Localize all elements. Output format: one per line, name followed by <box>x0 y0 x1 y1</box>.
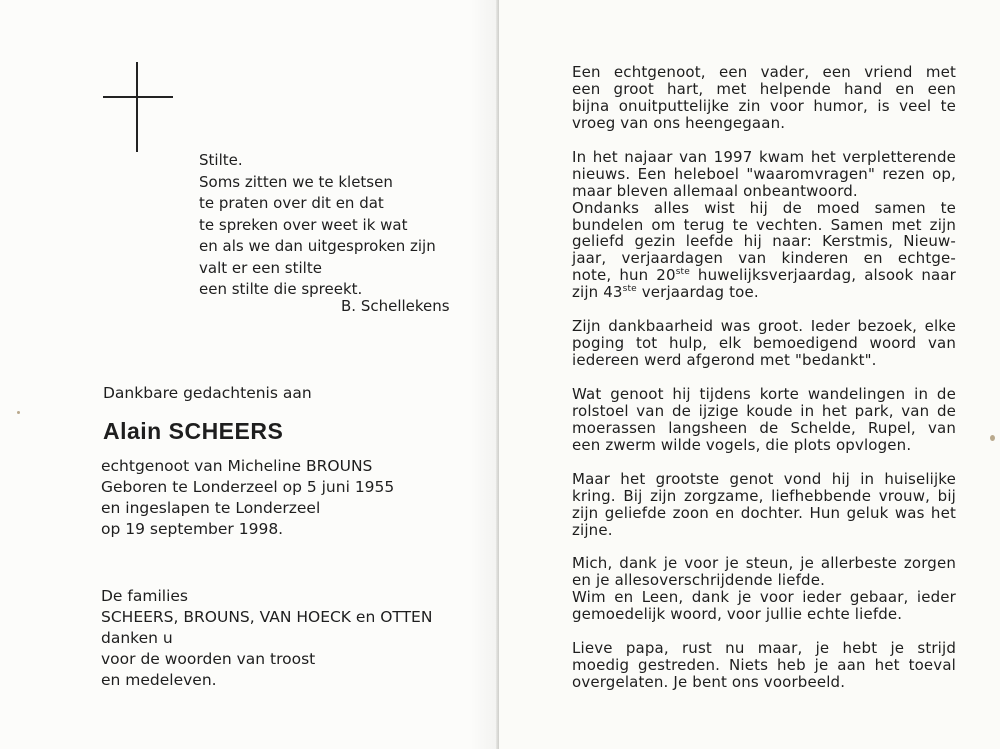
text-line: een zwerm wilde vogels, die plots opvlogen. <box>572 435 912 454</box>
text-line: nieuws. Een heleboel "waaromvragen" rezen op, <box>572 164 956 183</box>
poem-author: B. Schellekens <box>341 297 450 315</box>
thanks-line: danken u <box>101 629 173 647</box>
poem-line: en als we dan uitgesproken zijn <box>199 237 436 255</box>
bio-line: echtgenoot van Micheline BROUNS <box>101 457 373 475</box>
poem <box>199 150 436 301</box>
paragraph-7 <box>572 640 956 691</box>
text-line <box>572 284 956 301</box>
paragraph-3 <box>572 318 956 369</box>
text-line: bijna onuitputtelijke zin voor humor, is veel te <box>572 96 956 115</box>
bio-line: Geboren te Londerzeel op 5 juni 1955 <box>101 478 395 496</box>
family-thanks <box>101 586 432 691</box>
text-fragment: verjaardag toe. <box>636 283 759 302</box>
poem-line: te spreken over weet ik wat <box>199 215 408 234</box>
cross-icon-bar <box>103 96 173 98</box>
text-line: geliefd gezin leefde hij naar: Kerstmis, Nieuw- <box>572 232 956 251</box>
text-line: gemoedelijk woord, voor jullie echte liefde. <box>572 604 903 623</box>
poem-line: Stilte. <box>199 151 243 169</box>
thanks-line: en medeleven. <box>101 671 217 689</box>
text-line: maar bleven allemaal onbeantwoord. <box>572 181 858 200</box>
text-line: kring. Bij zijn zorgzame, liefhebbende vrouw, bij <box>572 486 956 505</box>
thanks-line: De families <box>101 587 188 605</box>
text-line: Een echtgenoot, een vader, een vriend met <box>572 63 956 81</box>
text-line: zijne. <box>572 520 613 539</box>
paper-speck <box>17 411 20 414</box>
text-fragment: zijn 43 <box>572 283 623 302</box>
text-line: rolstoel van de ijzige koude in het park, van de <box>572 401 956 420</box>
text-line: Zijn dankbaarheid was groot. Ieder bezoek, elke <box>572 317 956 335</box>
paragraph-5 <box>572 471 956 539</box>
text-fragment: huwelijksverjaardag, alsook naar <box>689 266 956 285</box>
deceased-name: Alain SCHEERS <box>103 418 284 444</box>
text-line: bundelen om terug te vechten. Samen met zijn <box>572 215 956 234</box>
poem-line: valt er een stilte <box>199 258 322 277</box>
bio-line: en ingeslapen te Londerzeel <box>101 499 321 517</box>
text-line: Wim en Leen, dank je voor ieder gebaar, ieder <box>572 587 956 606</box>
text-line: Wat genoot hij tijdens korte wandelingen in de <box>572 385 956 403</box>
text-line: moedig gestreden. Niets heb je aan het toeval <box>572 655 956 674</box>
paragraph-2 <box>572 149 956 301</box>
text-line: Ondanks alles wist hij de moed samen te <box>572 198 956 217</box>
left-card-page <box>0 0 499 749</box>
poem-line: een stilte die spreekt. <box>199 280 363 298</box>
text-line <box>572 267 956 284</box>
poem-line: te praten over dit en dat <box>199 194 384 212</box>
text-line: Maar het grootste genot vond hij in huiselijke <box>572 470 956 488</box>
text-line: iedereen werd afgerond met "bedankt". <box>572 350 877 369</box>
fold-shadow <box>470 0 496 749</box>
poem-line: Soms zitten we te kletsen <box>199 172 393 191</box>
text-line: een groot hart, met helpende hand en een <box>572 79 956 98</box>
text-line: poging tot hulp, elk bemoedigend woord van <box>572 333 956 352</box>
superscript: ste <box>675 267 690 278</box>
text-line: overgelaten. Je bent ons voorbeeld. <box>572 672 846 691</box>
text-line: Mich, dank je voor je steun, je allerbeste zorgen <box>572 554 956 572</box>
thanks-line: voor de woorden van troost <box>101 650 316 668</box>
superscript: ste <box>622 284 637 295</box>
cross-icon <box>136 62 138 152</box>
text-line: en je allesoverschrijdende liefde. <box>572 570 825 589</box>
paragraph-6 <box>572 555 956 623</box>
text-line: zijn geliefde zoon en dochter. Hun geluk was het <box>572 503 956 522</box>
paragraph-4 <box>572 386 956 454</box>
text-fragment: note, hun 20 <box>572 266 676 285</box>
text-line: In het najaar van 1997 kwam het verpletterende <box>572 148 956 166</box>
paragraph-1 <box>572 64 956 132</box>
text-line: moerassen langsheen de Schelde, Rupel, van <box>572 418 956 437</box>
text-line: jaar, verjaardagen van kinderen en echtge- <box>572 249 956 268</box>
memorial-intro: Dankbare gedachtenis aan <box>103 384 312 402</box>
paper-speck <box>990 435 995 441</box>
text-line: Lieve papa, rust nu maar, je hebt je strijd <box>572 639 956 657</box>
biography <box>101 456 394 540</box>
text-line: vroeg van ons heengegaan. <box>572 113 786 132</box>
thanks-line: SCHEERS, BROUNS, VAN HOECK en OTTEN <box>101 608 433 626</box>
bio-line: op 19 september 1998. <box>101 520 284 538</box>
